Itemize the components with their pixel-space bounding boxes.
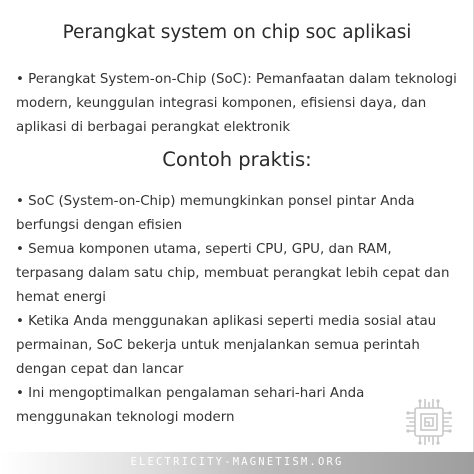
footer-banner: [0, 452, 474, 474]
example-list: [16, 190, 462, 430]
list-item: • SoC (System-on-Chip) memungkinkan ponsel pintar Anda berfungsi dengan efisien: [16, 194, 415, 233]
page-title: Perangkat system on chip soc aplikasi: [62, 22, 412, 43]
list-item: • Ini mengoptimalkan pengalaman sehari-hari Anda menggunakan teknologi modern: [16, 386, 365, 425]
list-item: • Semua komponen utama, seperti CPU, GPU, dan RAM, terpasang dalam satu chip, membuat perangkat lebih cepat dan hemat energi: [16, 242, 450, 305]
list-item: • Ketika Anda menggunakan aplikasi seperti media sosial atau permainan, SoC bekerja untuk menjalankan semua perintah dengan cepat dan lancar: [16, 314, 437, 377]
intro-paragraph: • Perangkat System-on-Chip (SoC): Pemanfaatan dalam teknologi modern, keunggulan integrasi komponen, efisiensi daya, dan aplikasi di berbagai perangkat elektronik: [16, 72, 457, 135]
chip-icon: [403, 396, 455, 448]
section-heading: Contoh praktis:: [162, 148, 312, 171]
footer-site-name: ELECTRICITY-MAGNETISM.ORG: [130, 456, 344, 468]
